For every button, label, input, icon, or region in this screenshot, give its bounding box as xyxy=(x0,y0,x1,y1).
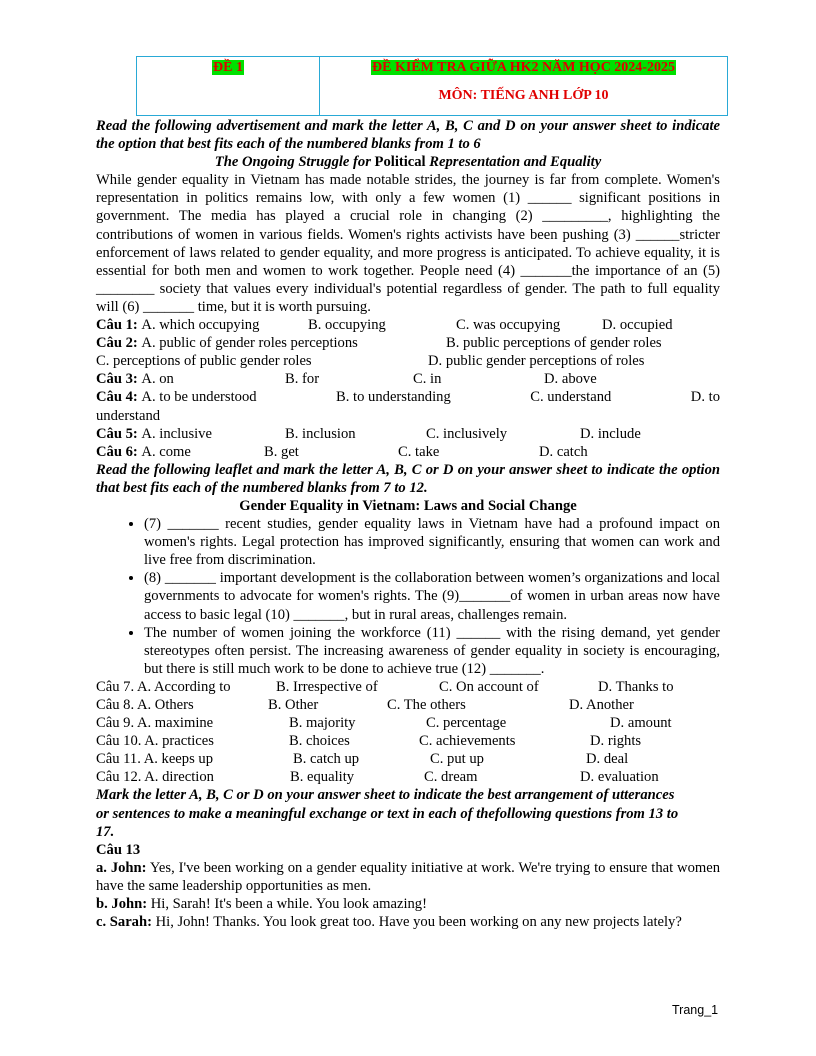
question-8 xyxy=(96,696,720,714)
q6-option-c: C. take xyxy=(398,443,440,460)
exam-code-cell xyxy=(137,57,320,116)
q9-option-d: D. amount xyxy=(610,715,672,732)
passage-title-c: Representation and Equality xyxy=(425,154,602,171)
q12-option-a: Câu 12. A. direction xyxy=(96,769,214,786)
q12-option-d: D. evaluation xyxy=(580,769,659,786)
question-10 xyxy=(96,732,720,750)
question-12 xyxy=(96,768,720,786)
utterance: Hi, Sarah! It's been a while. You look amazing! xyxy=(147,896,427,913)
exam-title: ĐỀ KIỂM TRA GIỮA HK2 NĂM HỌC 2024-2025 xyxy=(372,60,675,75)
q3-option-d: D. above xyxy=(544,371,597,388)
q7-option-b: B. Irrespective of xyxy=(276,678,378,695)
leaflet-item: • (8) _______ important development is the collaboration between women’s organizations and local governments to advocate for women's rights. The (9)_______of women in urban areas now have access to basic legal (10) _______, but in rural areas, challenges remain. xyxy=(144,569,720,623)
header-table xyxy=(136,56,728,116)
q12-option-c: C. dream xyxy=(424,769,478,786)
part3-instruction: Mark the letter A, B, C or D on your answer sheet to indicate the best arrangement of utterances or sentences to make a meaningful exchange or text in each of thefollowing questions from 13 to 17. xyxy=(96,787,679,840)
q1-option-d: D. occupied xyxy=(602,317,673,334)
q11-option-b: B. catch up xyxy=(293,751,360,768)
passage-text: While gender equality in Vietnam has made notable strides, the journey is far from complete. Women's representation in politics remains low, with only a few women (1) ______ significant positions in government. The media has played a crucial role in changing (2) _________, highlighting the contributions of women in various fields. Women's rights activists have been pushing (3) ______stricter enforcement of laws related to gender equality, and more progress is anticipated. To achieve equality, it is essential for both men and women to work together. People need (4) _______the importance of an (5) ________ society that values every individual's potential regardless of gender. The path to full equality will (6) _______ time, but it is worth pursuing. xyxy=(96,172,720,315)
exam-subject: MÔN: TIẾNG ANH LỚP 10 xyxy=(438,88,609,103)
q2-option-b: B. public perceptions of gender roles xyxy=(446,335,662,352)
question-11 xyxy=(96,750,720,768)
page-number: Trang_1 xyxy=(672,1003,719,1017)
q6-option-a: A. come xyxy=(141,443,191,460)
document-body xyxy=(96,117,720,931)
part2-instruction: Read the following leaflet and mark the letter A, B, C or D on your answer sheet to indicate the option that best fits each of the numbered blanks from 7 to 12. xyxy=(96,461,720,496)
q4-option-d-cont: understand xyxy=(96,407,161,424)
question-2 xyxy=(96,334,720,352)
q3-option-a: A. on xyxy=(141,371,174,388)
leaflet-item: • (7) _______ recent studies, gender equality laws in Vietnam have had a profound impact on women's rights. Legal protection has improved significantly, ensuring that women can work and live free from discrimination. xyxy=(144,515,720,569)
q1-option-c: C. was occupying xyxy=(456,317,561,334)
q4-label: Câu 4: xyxy=(96,389,138,406)
dialogue-line xyxy=(96,859,720,895)
speaker: c. Sarah: xyxy=(96,914,152,931)
question-6 xyxy=(96,443,720,461)
leaflet-title: Gender Equality in Vietnam: Laws and Social Change xyxy=(239,497,577,514)
utterance: Hi, John! Thanks. You look great too. Have you been working on any new projects lately? xyxy=(151,914,682,931)
q6-label: Câu 6: xyxy=(96,443,138,460)
q11-option-c: C. put up xyxy=(430,751,484,768)
q5-option-a: A. inclusive xyxy=(141,425,212,442)
q11-option-d: D. deal xyxy=(586,751,629,768)
q3-label: Câu 3: xyxy=(96,371,138,388)
utterance: Yes, I've been working on a gender equality initiative at work. We're trying to ensure that women have the same leadership opportunities as men. xyxy=(96,859,720,894)
q9-option-a: Câu 9. A. maximine xyxy=(96,715,214,732)
dialogue-line xyxy=(96,895,720,913)
dialogue-line xyxy=(96,913,720,931)
q4-option-a: A. to be understood xyxy=(141,389,257,406)
q2-label: Câu 2: xyxy=(96,335,138,352)
passage-title-b: Political xyxy=(374,154,426,171)
q8-option-a: Câu 8. A. Others xyxy=(96,697,194,713)
q1-label: Câu 1: xyxy=(96,317,138,334)
q2-option-c: C. perceptions of public gender roles xyxy=(96,353,312,370)
leaflet-item: • The number of women joining the workforce (11) ______ with the rising demand, yet gender stereotypes often persist. The increasing awareness of gender equality in society is encouraging, but there is still much work to be done to achieve true (12) _______. xyxy=(144,624,720,678)
question-1 xyxy=(96,316,720,334)
q8-option-c: C. The others xyxy=(387,697,466,713)
q10-option-d: D. rights xyxy=(590,733,642,750)
q13-label: Câu 13 xyxy=(96,841,141,858)
question-9 xyxy=(96,714,720,732)
q5-option-b: B. inclusion xyxy=(285,425,356,442)
question-3 xyxy=(96,370,720,388)
passage-title xyxy=(96,153,720,171)
exam-code: ĐỀ 1 xyxy=(213,60,243,75)
q2-option-a: A. public of gender roles perceptions xyxy=(141,335,358,352)
q10-option-b: B. choices xyxy=(289,733,350,750)
q3-option-c: C. in xyxy=(413,371,442,388)
speaker: b. John: xyxy=(96,896,148,913)
q6-option-b: B. get xyxy=(264,443,299,460)
q3-option-b: B. for xyxy=(285,371,320,388)
q5-option-d: D. include xyxy=(580,425,641,442)
q5-option-c: C. inclusively xyxy=(426,425,508,442)
q2-option-d: D. public gender perceptions of roles xyxy=(428,353,645,370)
exam-title-cell xyxy=(320,57,728,116)
q4-option-b: B. to understanding xyxy=(336,389,451,406)
passage-title-a: The Ongoing Struggle for xyxy=(214,154,375,171)
question-2-cont xyxy=(96,352,720,370)
q9-option-c: C. percentage xyxy=(426,715,507,732)
part1-instruction: Read the following advertisement and mark the letter A, B, C and D on your answer sheet to indicate the option that best fits each of the numbered blanks from 1 to 6 xyxy=(96,118,720,153)
q7-option-a: Câu 7. A. According to xyxy=(96,678,231,695)
q10-option-a: Câu 10. A. practices xyxy=(96,733,214,750)
q4-option-c: C. understand xyxy=(530,389,612,406)
question-5 xyxy=(96,425,720,443)
q9-option-b: B. majority xyxy=(289,715,356,732)
q8-option-d: D. Another xyxy=(569,697,634,713)
question-4 xyxy=(96,388,720,406)
q5-label: Câu 5: xyxy=(96,425,138,442)
leaflet-list xyxy=(96,515,720,678)
q1-option-b: B. occupying xyxy=(308,317,386,334)
q12-option-b: B. equality xyxy=(290,769,355,786)
q7-option-c: C. On account of xyxy=(439,678,539,695)
q8-option-b: B. Other xyxy=(268,697,319,713)
q10-option-c: C. achievements xyxy=(419,733,516,750)
q6-option-d: D. catch xyxy=(539,443,588,460)
q11-option-a: Câu 11. A. keeps up xyxy=(96,751,214,768)
speaker: a. John: xyxy=(96,859,147,876)
q4-option-d: D. to xyxy=(690,389,720,406)
question-7 xyxy=(96,678,720,696)
q1-option-a: A. which occupying xyxy=(141,317,260,334)
q7-option-d: D. Thanks to xyxy=(598,678,674,695)
